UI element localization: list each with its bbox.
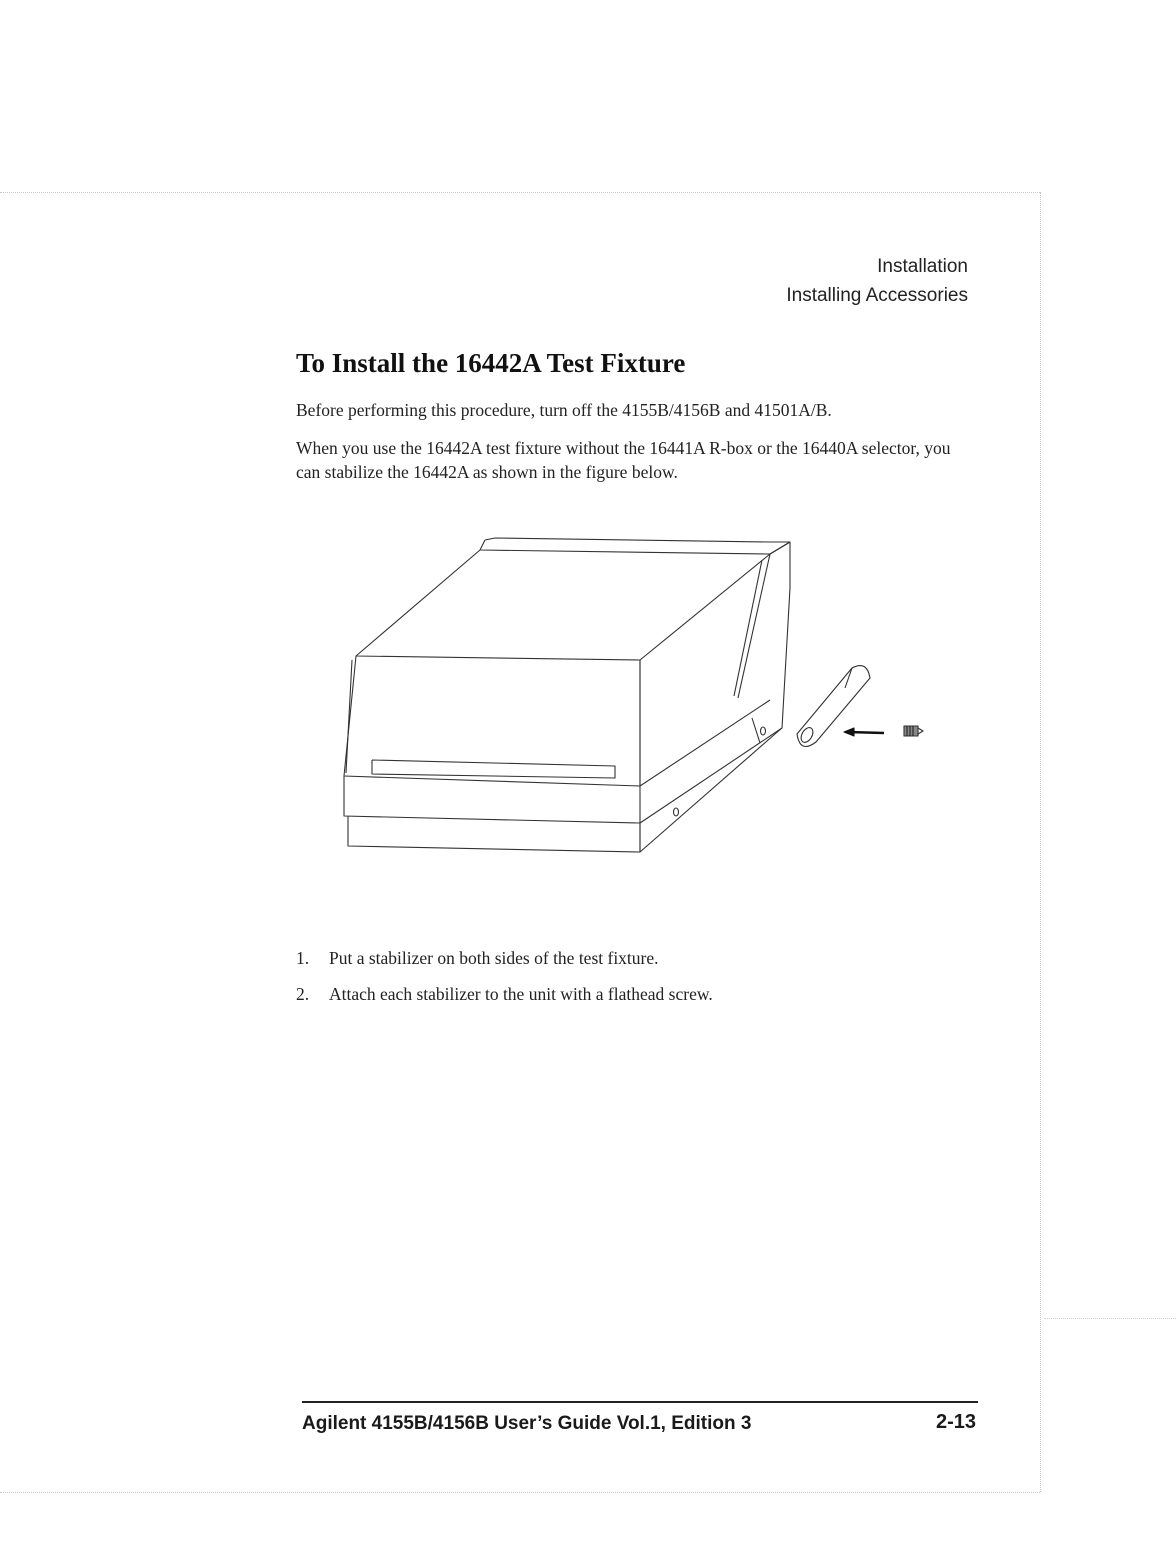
- step-text: Put a stabilizer on both sides of the test fixture.: [329, 948, 659, 968]
- scan-edge-right: [1040, 192, 1041, 1492]
- scan-edge-top: [0, 192, 1040, 193]
- fixture-lid-top: [480, 538, 790, 588]
- header-section: Installation: [877, 256, 968, 277]
- running-header: [786, 252, 968, 310]
- footer-page-number: 2-13: [935, 1411, 976, 1433]
- intro-paragraph: Before performing this procedure, turn off the 4155B/4156B and 41501A/B.: [296, 400, 832, 420]
- fixture-base: [344, 718, 782, 852]
- scan-edge-bottom: [0, 1492, 1040, 1493]
- step-number: 2.: [296, 984, 310, 1004]
- step-text: Attach each stabilizer to the unit with a flathead screw.: [329, 984, 713, 1004]
- fixture-lid-body: [356, 550, 770, 698]
- insertion-arrow: [844, 728, 884, 736]
- footer-rule: [302, 1401, 978, 1403]
- page-title: To Install the 16442A Test Fixture: [296, 348, 686, 378]
- fixture-side-panel: [640, 588, 790, 823]
- fixture-front-face: [344, 656, 640, 786]
- flathead-screw: [904, 726, 923, 736]
- scan-edge-side: [1044, 1318, 1176, 1319]
- screw-holes: [674, 727, 766, 816]
- header-subsection: Installing Accessories: [786, 285, 968, 306]
- stabilizer-paragraph: When you use the 16442A test fixture without the 16441A R-box or the 16440A selector, you can stabilize the 16442A as shown in the figure below.: [296, 438, 951, 482]
- procedure-steps: [296, 946, 713, 1018]
- test-fixture-illustration: [330, 528, 940, 858]
- step-item: [296, 982, 713, 1018]
- footer-guide-title: Agilent 4155B/4156B User’s Guide Vol.1, Edition 3: [302, 1413, 752, 1434]
- step-item: [296, 946, 713, 982]
- stabilizer-bar: [797, 666, 870, 747]
- step-number: 1.: [296, 948, 310, 968]
